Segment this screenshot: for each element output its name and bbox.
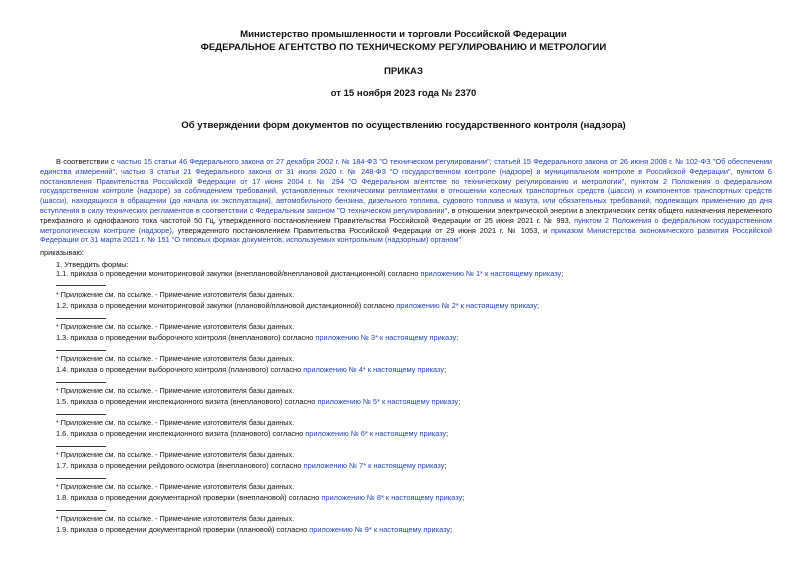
regulation-link-993[interactable]: пунктом 2 Положения о федеральном государственном контроле (надзоре) за соблюдением требований, установленных техническими регламентами в отношении колесных транспортных средств (шасси) и компонентов транспортных средств (шасси), находящихся в обращении (до начала их эксплуатации), автомобильного бензина, дизельного топлива, судового топлива и мазута, или обязательных требований, подлежащих применению до дня вступления в силу технических регламентов в соответствии с Федеральным законом "О техническом регулировании" bbox=[40, 176, 773, 215]
item-end: ; bbox=[456, 333, 459, 342]
preamble-text: , bbox=[624, 176, 631, 186]
document-title: Об утверждении форм документов по осуществлению государственного контроля (надзора) bbox=[181, 120, 626, 131]
footnote-divider bbox=[56, 350, 106, 351]
law-link-102fz[interactable]: статьей 15 Федерального закона от 26 июня 2008 г. № 102-ФЗ "Об обеспечении единства измерений" bbox=[40, 157, 773, 176]
preamble-text: В соответствии с bbox=[56, 157, 117, 166]
agency-name: ФЕДЕРАЛЬНОЕ АГЕНТСТВО ПО ТЕХНИЧЕСКОМУ РЕГУЛИРОВАНИЮ И МЕТРОЛОГИИ bbox=[200, 42, 607, 53]
decree-link-294[interactable]: пунктом 6 постановления Правительства Российской Федерации от 17 июня 2004 г. № 294 "О Федеральном агентстве по техническому регулированию и метрологии" bbox=[40, 166, 773, 186]
item-end: ; bbox=[458, 397, 461, 406]
item-end: ; bbox=[444, 365, 447, 374]
law-link-248fz[interactable]: частью 3 статьи 21 Федерального закона от 31 июля 2020 г. № 248-ФЗ "О государственном контроле (надзоре) и муниципальном контроле в Российской Федерации" bbox=[121, 166, 731, 176]
regulation-link-1053[interactable]: пунктом 2 Положения о федеральном государственном метрологическом контроле (надзоре) bbox=[40, 215, 772, 235]
item-end: ; bbox=[537, 301, 540, 310]
list-item bbox=[56, 301, 539, 311]
item-end: ; bbox=[444, 461, 447, 470]
preamble-text: , bbox=[730, 166, 737, 176]
appendix-link[interactable]: приложению № 2* к настоящему приказу bbox=[396, 301, 538, 310]
item-end: ; bbox=[446, 429, 449, 438]
list-item bbox=[56, 461, 447, 471]
footnote-divider bbox=[56, 478, 106, 479]
list-item bbox=[56, 333, 458, 343]
list-item bbox=[56, 269, 563, 279]
item-text: 1.8. приказа о проведении документарной проверки (внеплановой) согласно bbox=[56, 493, 322, 502]
appendix-link[interactable]: приложению № 9* к настоящему приказу bbox=[309, 525, 451, 534]
item-text: 1.6. приказа о проведении инспекционного визита (планового) согласно bbox=[56, 429, 306, 438]
item-end: ; bbox=[462, 493, 465, 502]
list-item bbox=[56, 397, 460, 407]
footnote-divider bbox=[56, 414, 106, 415]
list-item bbox=[56, 365, 446, 375]
footnote-divider bbox=[56, 285, 106, 286]
order-link-151[interactable]: приказом Министерства экономического развития Российской Федерации от 31 марта 2021 г. № 151 "О типовых формах документов, используемых контрольным (надзорным) органом" bbox=[40, 225, 772, 245]
list-item bbox=[56, 525, 452, 535]
footnote: * Приложение см. по ссылке. - Примечание изготовителя базы данных. bbox=[56, 322, 295, 331]
appendix-link[interactable]: приложению № 6* к настоящему приказу bbox=[305, 429, 447, 438]
appendix-link[interactable]: приложению № 4* к настоящему приказу bbox=[303, 365, 445, 374]
item-text: 1.3. приказа о проведении выборочного контроля (внепланового) согласно bbox=[56, 333, 316, 342]
ministry-name: Министерство промышленности и торговли Российской Федерации bbox=[240, 29, 567, 40]
footnote-divider bbox=[56, 318, 106, 319]
item-end: ; bbox=[450, 525, 453, 534]
footnote: * Приложение см. по ссылке. - Примечание изготовителя базы данных. bbox=[56, 514, 295, 523]
document-type: ПРИКАЗ bbox=[384, 66, 423, 77]
appendix-link[interactable]: приложению № 3* к настоящему приказу bbox=[315, 333, 457, 342]
item-text: 1.5. приказа о проведении инспекционного визита (внепланового) согласно bbox=[56, 397, 318, 406]
footnote: * Приложение см. по ссылке. - Примечание изготовителя базы данных. bbox=[56, 354, 295, 363]
item-text: 1.1. приказа о проведении мониторинговой закупки (внеплановой/внеплановой дистанционной) согласно bbox=[56, 269, 421, 278]
appendix-link[interactable]: приложению № 5* к настоящему приказу bbox=[317, 397, 459, 406]
item-text: 1.9. приказа о проведении документарной проверки (плановой) согласно bbox=[56, 525, 310, 534]
approve-heading: 1. Утвердить формы: bbox=[56, 260, 129, 269]
appendix-link[interactable]: приложению № 7* к настоящему приказу bbox=[303, 461, 445, 470]
item-end: ; bbox=[561, 269, 564, 278]
footnote: * Приложение см. по ссылке. - Примечание изготовителя базы данных. bbox=[56, 290, 295, 299]
item-text: 1.2. приказа о проведении мониторинговой закупки (плановой/плановой дистанционной) согласно bbox=[56, 301, 397, 310]
list-item bbox=[56, 429, 448, 439]
preamble-text: , bbox=[489, 157, 495, 166]
appendix-link[interactable]: приложению № 1* к настоящему приказу bbox=[420, 269, 562, 278]
item-text: 1.4. приказа о проведении выборочного контроля (планового) согласно bbox=[56, 365, 304, 374]
footnote: * Приложение см. по ссылке. - Примечание изготовителя базы данных. bbox=[56, 482, 295, 491]
footnote: * Приложение см. по ссылке. - Примечание изготовителя базы данных. bbox=[56, 418, 295, 427]
preamble-text: , утвержденного постановлением Правительства Российской Федерации от 29 июня 2021 г. № 1053, и bbox=[171, 225, 552, 235]
footnote-divider bbox=[56, 382, 106, 383]
order-word: приказываю: bbox=[40, 248, 84, 257]
preamble-paragraph bbox=[40, 157, 772, 245]
footnote-divider bbox=[56, 446, 106, 447]
law-link-184fz[interactable]: частью 15 статьи 46 Федерального закона от 27 декабря 2002 г. № 184-ФЗ "О техническом регулировании" bbox=[117, 157, 490, 166]
item-text: 1.7. приказа о проведении рейдового осмотра (внепланового) согласно bbox=[56, 461, 304, 470]
footnote: * Приложение см. по ссылке. - Примечание изготовителя базы данных. bbox=[56, 386, 295, 395]
list-item bbox=[56, 493, 464, 503]
document-date-number: от 15 ноября 2023 года № 2370 bbox=[330, 88, 477, 99]
footnote-divider bbox=[56, 510, 106, 511]
appendix-link[interactable]: приложению № 8* к настоящему приказу bbox=[321, 493, 463, 502]
preamble-text: , в отношении электрической энергии в электрических сетях общего назначения переменного трехфазного и однофазного тока частотой 50 Гц, утвержденного постановлением Правительства Российской Федерации от 25 июня 2021 г. № 993, bbox=[40, 205, 772, 225]
footnote: * Приложение см. по ссылке. - Примечание изготовителя базы данных. bbox=[56, 450, 295, 459]
preamble-text: , bbox=[115, 166, 122, 176]
